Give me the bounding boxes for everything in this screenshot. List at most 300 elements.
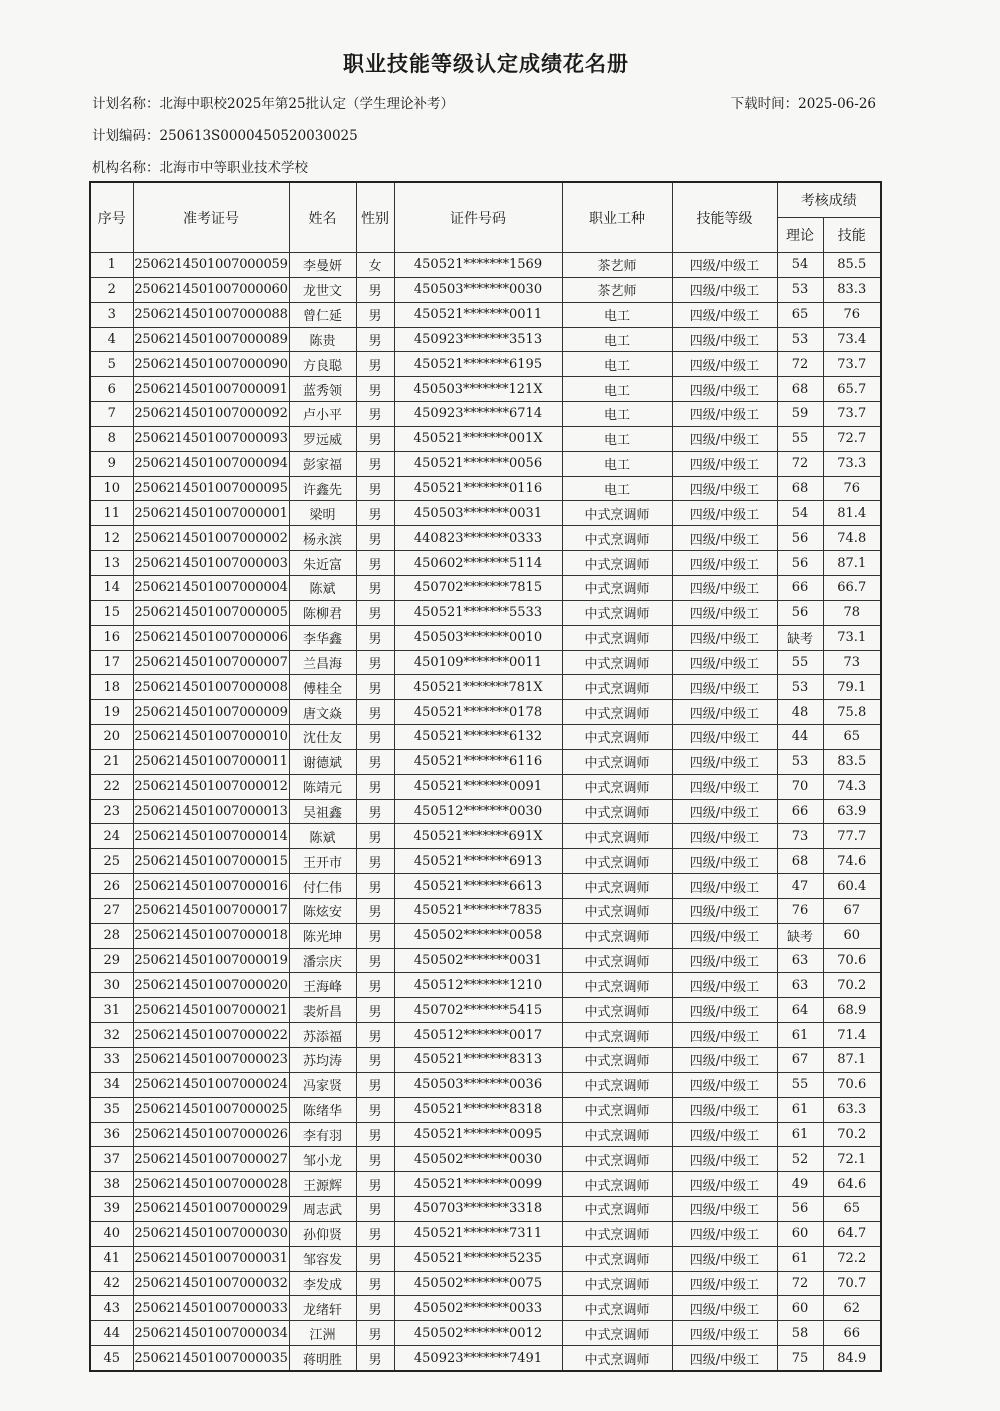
cell-seq: 11 [90,501,133,526]
cell-name: 龙世文 [289,277,356,302]
cell-skill: 87.1 [823,1048,881,1073]
cell-gender: 男 [356,799,394,824]
cell-seq: 4 [90,327,133,352]
cell-skill: 84.9 [823,1346,881,1371]
cell-seq: 10 [90,476,133,501]
org-value: 北海市中等职业技术学校 [159,160,308,176]
cell-skill: 73.7 [823,402,881,427]
cell-seq: 22 [90,774,133,799]
cell-level: 四级/中级工 [672,650,777,675]
cell-job: 电工 [562,402,672,427]
cell-theory: 61 [777,1246,823,1271]
cell-id-no: 450521*******6613 [394,874,562,899]
cell-exam-no: 2506214501007000009 [133,700,289,725]
cell-job: 电工 [562,476,672,501]
plan-code-line [92,124,358,144]
table-row [90,1023,881,1048]
table-row [90,1048,881,1073]
cell-id-no: 450602*******5114 [394,551,562,576]
cell-level: 四级/中级工 [672,799,777,824]
cell-level: 四级/中级工 [672,874,777,899]
cell-level: 四级/中级工 [672,451,777,476]
cell-gender: 男 [356,551,394,576]
header-skill: 技能 [823,218,881,253]
table-row [90,1271,881,1296]
cell-theory: 72 [777,451,823,476]
cell-seq: 6 [90,377,133,402]
cell-skill: 66.7 [823,575,881,600]
plan-name-label: 计划名称： [92,96,160,112]
cell-seq: 29 [90,948,133,973]
cell-skill: 77.7 [823,824,881,849]
cell-level: 四级/中级工 [672,725,777,750]
cell-id-no: 450502*******0030 [394,1147,562,1172]
cell-gender: 男 [356,1147,394,1172]
cell-skill: 73 [823,650,881,675]
cell-seq: 1 [90,253,133,278]
cell-theory: 55 [777,426,823,451]
cell-gender: 男 [356,1097,394,1122]
cell-seq: 30 [90,973,133,998]
cell-gender: 男 [356,923,394,948]
cell-level: 四级/中级工 [672,625,777,650]
cell-exam-no: 2506214501007000019 [133,948,289,973]
cell-name: 王开市 [289,849,356,874]
cell-gender: 男 [356,973,394,998]
cell-theory: 53 [777,277,823,302]
header-id-no: 证件号码 [394,182,562,253]
cell-job: 电工 [562,302,672,327]
cell-gender: 男 [356,1271,394,1296]
table-row [90,1097,881,1122]
cell-gender: 男 [356,725,394,750]
cell-exam-no: 2506214501007000091 [133,377,289,402]
cell-id-no: 450521*******0091 [394,774,562,799]
table-row [90,749,881,774]
cell-name: 沈仕友 [289,725,356,750]
cell-level: 四级/中级工 [672,377,777,402]
cell-job: 中式烹调师 [562,1197,672,1222]
cell-theory: 54 [777,253,823,278]
cell-job: 中式烹调师 [562,1271,672,1296]
cell-exam-no: 2506214501007000034 [133,1321,289,1346]
cell-job: 中式烹调师 [562,1221,672,1246]
cell-name: 苏均涛 [289,1048,356,1073]
table-row [90,600,881,625]
cell-gender: 男 [356,377,394,402]
cell-id-no: 450521*******1569 [394,253,562,278]
cell-job: 中式烹调师 [562,749,672,774]
cell-gender: 男 [356,501,394,526]
cell-level: 四级/中级工 [672,998,777,1023]
table-body [90,253,881,1371]
cell-seq: 37 [90,1147,133,1172]
cell-id-no: 450512*******0030 [394,799,562,824]
cell-exam-no: 2506214501007000035 [133,1346,289,1371]
cell-id-no: 450521*******8318 [394,1097,562,1122]
cell-id-no: 450521*******7311 [394,1221,562,1246]
cell-theory: 54 [777,501,823,526]
cell-level: 四级/中级工 [672,849,777,874]
table-row [90,1246,881,1271]
cell-job: 中式烹调师 [562,824,672,849]
cell-job: 中式烹调师 [562,1321,672,1346]
cell-seq: 9 [90,451,133,476]
cell-level: 四级/中级工 [672,774,777,799]
cell-level: 四级/中级工 [672,1147,777,1172]
cell-seq: 41 [90,1246,133,1271]
download-time-line [731,92,876,112]
header-score: 考核成绩 [777,182,881,218]
cell-theory: 75 [777,1346,823,1371]
cell-exam-no: 2506214501007000093 [133,426,289,451]
cell-skill: 72.2 [823,1246,881,1271]
cell-seq: 33 [90,1048,133,1073]
table-row [90,650,881,675]
cell-gender: 男 [356,352,394,377]
cell-gender: 男 [356,526,394,551]
cell-theory: 63 [777,948,823,973]
cell-name: 陈光坤 [289,923,356,948]
cell-id-no: 450521*******6195 [394,352,562,377]
cell-id-no: 450521*******0056 [394,451,562,476]
plan-code-value: 250613S0000450520030025 [159,128,358,144]
cell-id-no: 450521*******8313 [394,1048,562,1073]
cell-gender: 男 [356,1122,394,1147]
cell-skill: 65.7 [823,377,881,402]
cell-skill: 71.4 [823,1023,881,1048]
cell-name: 王源辉 [289,1172,356,1197]
cell-level: 四级/中级工 [672,327,777,352]
cell-id-no: 450923*******6714 [394,402,562,427]
cell-exam-no: 2506214501007000059 [133,253,289,278]
cell-gender: 男 [356,1321,394,1346]
cell-seq: 44 [90,1321,133,1346]
cell-seq: 25 [90,849,133,874]
cell-id-no: 450521*******6913 [394,849,562,874]
cell-gender: 男 [356,675,394,700]
cell-skill: 64.7 [823,1221,881,1246]
cell-id-no: 450109*******0011 [394,650,562,675]
cell-name: 苏添福 [289,1023,356,1048]
cell-id-no: 450503*******0036 [394,1072,562,1097]
header-seq: 序号 [90,182,133,253]
cell-skill: 76 [823,302,881,327]
cell-job: 中式烹调师 [562,526,672,551]
table-row [90,526,881,551]
cell-name: 曾仁延 [289,302,356,327]
cell-seq: 38 [90,1172,133,1197]
cell-level: 四级/中级工 [672,253,777,278]
cell-seq: 23 [90,799,133,824]
cell-skill: 64.6 [823,1172,881,1197]
table-row [90,302,881,327]
cell-skill: 79.1 [823,675,881,700]
cell-skill: 70.7 [823,1271,881,1296]
cell-seq: 2 [90,277,133,302]
cell-name: 卢小平 [289,402,356,427]
table-row [90,774,881,799]
cell-theory: 55 [777,1072,823,1097]
cell-level: 四级/中级工 [672,1296,777,1321]
cell-skill: 81.4 [823,501,881,526]
cell-gender: 男 [356,1296,394,1321]
cell-level: 四级/中级工 [672,352,777,377]
cell-theory: 64 [777,998,823,1023]
cell-exam-no: 2506214501007000024 [133,1072,289,1097]
cell-job: 中式烹调师 [562,1147,672,1172]
cell-gender: 男 [356,749,394,774]
cell-skill: 72.7 [823,426,881,451]
cell-exam-no: 2506214501007000027 [133,1147,289,1172]
cell-name: 邹容发 [289,1246,356,1271]
cell-id-no: 450521*******691X [394,824,562,849]
cell-level: 四级/中级工 [672,675,777,700]
table-row [90,625,881,650]
cell-skill: 65 [823,1197,881,1222]
cell-skill: 83.5 [823,749,881,774]
cell-seq: 31 [90,998,133,1023]
cell-id-no: 450521*******7835 [394,898,562,923]
cell-name: 梁明 [289,501,356,526]
cell-exam-no: 2506214501007000016 [133,874,289,899]
cell-exam-no: 2506214501007000092 [133,402,289,427]
cell-level: 四级/中级工 [672,1072,777,1097]
cell-skill: 75.8 [823,700,881,725]
cell-job: 中式烹调师 [562,1346,672,1371]
cell-gender: 男 [356,451,394,476]
cell-id-no: 450923*******7491 [394,1346,562,1371]
header-gender: 性别 [356,182,394,253]
cell-level: 四级/中级工 [672,402,777,427]
cell-name: 龙绪轩 [289,1296,356,1321]
cell-skill: 74.3 [823,774,881,799]
cell-id-no: 450502*******0033 [394,1296,562,1321]
cell-skill: 60.4 [823,874,881,899]
table-row [90,898,881,923]
cell-skill: 83.3 [823,277,881,302]
cell-job: 中式烹调师 [562,501,672,526]
cell-gender: 男 [356,600,394,625]
plan-name-value: 北海中职校2025年第25批认定（学生理论补考） [159,96,455,112]
table-row [90,327,881,352]
cell-job: 中式烹调师 [562,1296,672,1321]
cell-theory: 60 [777,1296,823,1321]
cell-seq: 13 [90,551,133,576]
cell-job: 中式烹调师 [562,575,672,600]
cell-theory: 76 [777,898,823,923]
cell-job: 电工 [562,377,672,402]
cell-theory: 72 [777,1271,823,1296]
table-row [90,700,881,725]
cell-level: 四级/中级工 [672,898,777,923]
cell-level: 四级/中级工 [672,749,777,774]
cell-level: 四级/中级工 [672,526,777,551]
cell-name: 李华鑫 [289,625,356,650]
cell-id-no: 450521*******5235 [394,1246,562,1271]
score-roster-table [89,181,882,1372]
cell-exam-no: 2506214501007000030 [133,1221,289,1246]
cell-job: 中式烹调师 [562,675,672,700]
cell-gender: 男 [356,774,394,799]
cell-name: 付仁伟 [289,874,356,899]
cell-gender: 男 [356,277,394,302]
cell-job: 电工 [562,451,672,476]
cell-theory: 66 [777,575,823,600]
cell-theory: 49 [777,1172,823,1197]
cell-level: 四级/中级工 [672,426,777,451]
cell-id-no: 450503*******0030 [394,277,562,302]
cell-theory: 53 [777,749,823,774]
cell-theory: 70 [777,774,823,799]
cell-theory: 72 [777,352,823,377]
cell-exam-no: 2506214501007000033 [133,1296,289,1321]
cell-exam-no: 2506214501007000010 [133,725,289,750]
cell-seq: 24 [90,824,133,849]
cell-id-no: 450521*******781X [394,675,562,700]
cell-level: 四级/中级工 [672,1172,777,1197]
cell-gender: 男 [356,948,394,973]
cell-theory: 67 [777,1048,823,1073]
cell-gender: 男 [356,1246,394,1271]
cell-exam-no: 2506214501007000012 [133,774,289,799]
cell-level: 四级/中级工 [672,700,777,725]
cell-gender: 男 [356,1221,394,1246]
cell-name: 王海峰 [289,973,356,998]
table-row [90,1172,881,1197]
cell-id-no: 450512*******0017 [394,1023,562,1048]
cell-name: 朱近富 [289,551,356,576]
cell-theory: 59 [777,402,823,427]
cell-id-no: 450521*******001X [394,426,562,451]
plan-name-line [92,92,454,112]
cell-skill: 63.3 [823,1097,881,1122]
cell-level: 四级/中级工 [672,277,777,302]
cell-seq: 26 [90,874,133,899]
cell-skill: 70.6 [823,1072,881,1097]
cell-level: 四级/中级工 [672,948,777,973]
table-row [90,675,881,700]
table-row [90,824,881,849]
cell-id-no: 450503*******121X [394,377,562,402]
cell-job: 电工 [562,426,672,451]
org-line [92,156,308,176]
cell-job: 中式烹调师 [562,849,672,874]
cell-name: 杨永滨 [289,526,356,551]
cell-level: 四级/中级工 [672,1048,777,1073]
header-exam-no: 准考证号 [133,182,289,253]
cell-skill: 73.1 [823,625,881,650]
cell-theory: 52 [777,1147,823,1172]
cell-exam-no: 2506214501007000025 [133,1097,289,1122]
cell-seq: 16 [90,625,133,650]
table-row [90,1122,881,1147]
cell-skill: 66 [823,1321,881,1346]
cell-id-no: 450702*******7815 [394,575,562,600]
cell-level: 四级/中级工 [672,1122,777,1147]
cell-id-no: 450502*******0075 [394,1271,562,1296]
table-row [90,725,881,750]
cell-level: 四级/中级工 [672,600,777,625]
cell-gender: 男 [356,327,394,352]
table-row [90,973,881,998]
download-time-label: 下载时间： [730,96,799,112]
cell-theory: 53 [777,327,823,352]
cell-seq: 42 [90,1271,133,1296]
cell-skill: 68.9 [823,998,881,1023]
cell-id-no: 450923*******3513 [394,327,562,352]
cell-job: 中式烹调师 [562,973,672,998]
cell-exam-no: 2506214501007000006 [133,625,289,650]
cell-skill: 70.2 [823,973,881,998]
cell-exam-no: 2506214501007000013 [133,799,289,824]
cell-seq: 43 [90,1296,133,1321]
cell-gender: 男 [356,575,394,600]
cell-level: 四级/中级工 [672,575,777,600]
cell-gender: 男 [356,1197,394,1222]
cell-job: 电工 [562,327,672,352]
cell-theory: 53 [777,675,823,700]
cell-skill: 73.7 [823,352,881,377]
table-row [90,874,881,899]
cell-exam-no: 2506214501007000001 [133,501,289,526]
table-row [90,476,881,501]
cell-id-no: 450521*******6132 [394,725,562,750]
cell-level: 四级/中级工 [672,1221,777,1246]
cell-exam-no: 2506214501007000029 [133,1197,289,1222]
cell-seq: 12 [90,526,133,551]
cell-gender: 男 [356,1346,394,1371]
cell-gender: 女 [356,253,394,278]
cell-name: 江洲 [289,1321,356,1346]
cell-exam-no: 2506214501007000060 [133,277,289,302]
cell-seq: 17 [90,650,133,675]
header-level: 技能等级 [672,182,777,253]
cell-seq: 8 [90,426,133,451]
cell-theory: 56 [777,526,823,551]
cell-id-no: 450502*******0058 [394,923,562,948]
table-row [90,1321,881,1346]
cell-theory: 61 [777,1023,823,1048]
cell-theory: 68 [777,849,823,874]
cell-name: 陈绪华 [289,1097,356,1122]
header-job: 职业工种 [562,182,672,253]
cell-job: 电工 [562,352,672,377]
cell-job: 中式烹调师 [562,1097,672,1122]
cell-gender: 男 [356,998,394,1023]
cell-seq: 5 [90,352,133,377]
cell-skill: 73.3 [823,451,881,476]
cell-exam-no: 2506214501007000017 [133,898,289,923]
cell-exam-no: 2506214501007000007 [133,650,289,675]
cell-seq: 40 [90,1221,133,1246]
cell-level: 四级/中级工 [672,1271,777,1296]
cell-job: 中式烹调师 [562,874,672,899]
cell-level: 四级/中级工 [672,501,777,526]
cell-seq: 20 [90,725,133,750]
cell-skill: 85.5 [823,253,881,278]
cell-job: 茶艺师 [562,253,672,278]
cell-theory: 44 [777,725,823,750]
table-header [90,182,881,253]
cell-level: 四级/中级工 [672,1197,777,1222]
cell-seq: 27 [90,898,133,923]
cell-name: 兰昌海 [289,650,356,675]
cell-name: 吴祖鑫 [289,799,356,824]
cell-theory: 66 [777,799,823,824]
cell-name: 罗远威 [289,426,356,451]
cell-theory: 60 [777,1221,823,1246]
